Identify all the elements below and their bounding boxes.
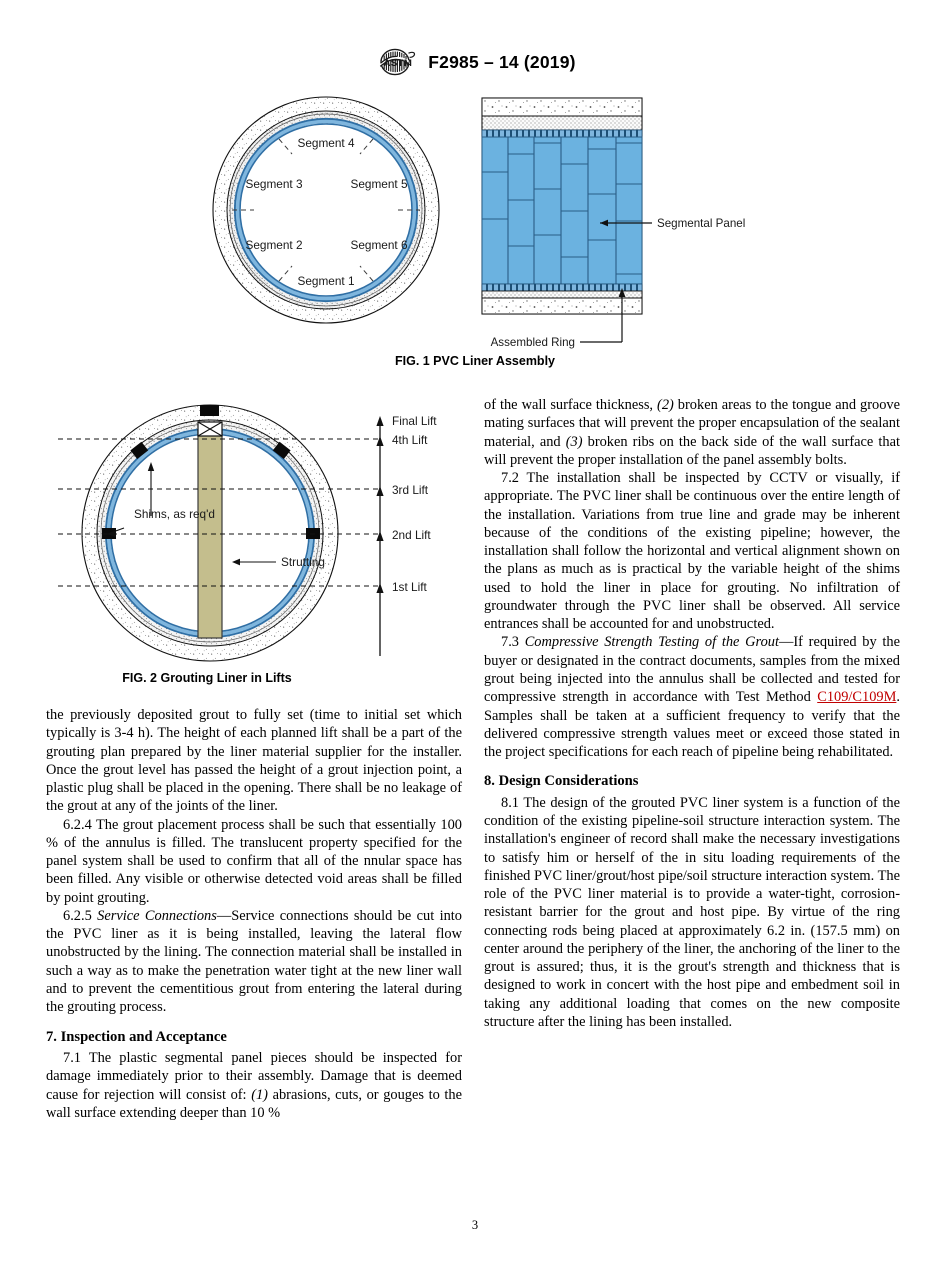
paragraph-7-3-number: 7.3 xyxy=(501,634,525,651)
segment-label-1: Segment 1 xyxy=(297,274,355,288)
lift-label-1st: 1st Lift xyxy=(392,580,427,594)
astm-logo-icon xyxy=(374,48,418,76)
lift-label-3rd: 3rd Lift xyxy=(392,483,429,497)
segment-label-5: Segment 5 xyxy=(350,177,408,191)
document-header xyxy=(0,48,950,76)
paragraph-6-2-5-body: —Service connections should be cut into the PVC liner as it is being installed, leaving the lateral flow unobstructed by the lining. The connection material shall be installed in such a way as to make the penetration water tight at the new liner wall and to prevent the cementitious grout from entering the lateral during the grouting process. xyxy=(46,907,462,1016)
paragraph-6-2-5-number: 6.2.5 xyxy=(63,907,98,924)
paragraph-7-2: 7.2 The installation shall be inspected by CCTV or visually, if appropriate. The PVC liner shall be continuous over the entire length of the installation. Variations from true line and grade may be inherent because of the conditions of the existing pipeline; however, the installation shall follow the horizontal and vertical alignment shown on the plans as much as is practical by the variable height of the shims used to hold the liner in place for grouting. No infiltration of groundwater through the PVC liner shall be observed. All service entrances shall be accounted for and unobstructed. xyxy=(484,470,900,633)
paragraph-7-1-part-a: 7.1 The plastic segmental panel pieces should be inspected for damage immediately prior to their assembly. Damage that is deemed cause for rejection will consist of: xyxy=(46,1050,462,1103)
paragraph-continued: the previously deposited grout to fully set (time to initial set which typically is 3-4 h). The height of each planned lift shall be a part of the grouting plan prepared by the liner material supplier for the installer. Once the grout level has passed the height of a grout injection point, a plastic plug shall be placed in the opening. There shall be no leakage of the grout at any of the joints of the liner. xyxy=(46,707,462,815)
segment-label-3: Segment 3 xyxy=(245,177,303,191)
segment-label-6: Segment 6 xyxy=(350,238,408,252)
segmental-panel-callout-label: Segmental Panel xyxy=(657,217,746,230)
shims-callout-label: Shims, as req'd xyxy=(134,507,215,521)
figure-1 xyxy=(0,92,950,370)
paragraph-7-1 xyxy=(46,1049,462,1122)
paragraph-7-3-title: Compressive Strength Testing of the Grout xyxy=(524,634,779,651)
figure-1-caption: FIG. 1 PVC Liner Assembly xyxy=(394,354,555,368)
standard-reference-link-c109[interactable]: C109/C109M xyxy=(817,689,897,706)
grouting-liner-in-lifts-diagram xyxy=(48,400,468,672)
lift-label-4th: 4th Lift xyxy=(392,433,428,447)
paragraph-7-3-part-a: —If required by the buyer or designated in the contract documents, samples from the mixed grout being injected into the annulus shall be collected and tested for compressive strength in accordance with Test Method xyxy=(484,634,900,706)
figure-2-caption: FIG. 2 Grouting Liner in Lifts xyxy=(122,671,292,685)
paragraph-7-1-item-2: (2) xyxy=(657,397,674,413)
lift-label-final: Final Lift xyxy=(392,414,437,428)
lift-label-2nd: 2nd Lift xyxy=(392,528,431,542)
svg-text:ASTM: ASTM xyxy=(383,58,413,70)
segment-label-2: Segment 2 xyxy=(245,238,303,252)
section-heading-7: 7. Inspection and Acceptance xyxy=(46,1028,227,1045)
left-text-column xyxy=(46,706,462,1122)
section-heading-8: 8. Design Considerations xyxy=(484,773,639,790)
strutting-callout-label: Strutting xyxy=(281,555,325,569)
segment-label-4: Segment 4 xyxy=(297,136,355,150)
paragraph-7-3 xyxy=(484,633,900,761)
assembled-ring-panel-elevation-diagram xyxy=(462,94,762,356)
paragraph-7-1-cont-part-b: broken areas to the tongue and groove mating surfaces that will prevent the proper encapsulation of the sealant material, and xyxy=(484,397,900,450)
paragraph-7-1-item-1: (1) xyxy=(251,1086,268,1103)
figure-2 xyxy=(48,400,468,672)
page-number: 3 xyxy=(471,1218,479,1232)
paragraph-7-3-part-b: . Samples shall be taken at a sufficient frequency to verify that the delivered compressive strength values meet or exceed those stated in the project specifications for each reach of pipeline being rehabilitated. xyxy=(484,689,900,761)
paragraph-7-1-part-b: abrasions, cuts, or gouges to the wall surface extending deeper than 10 % xyxy=(46,1086,462,1121)
paragraph-6-2-5-title: Service Connections xyxy=(97,907,217,924)
paragraph-6-2-5 xyxy=(46,907,462,1017)
paragraph-7-1-continued xyxy=(484,396,900,469)
paragraph-7-1-cont-part-a: of the wall surface thickness, xyxy=(484,397,658,413)
paragraph-7-1-item-3: (3) xyxy=(565,433,583,450)
right-text-column xyxy=(484,396,900,1031)
paragraph-6-2-4: 6.2.4 The grout placement process shall be such that essentially 100 % of the annulus is filled. The translucent property specified for the panel system shall be used to confirm that all of the nnular space has been filled. Any visible or otherwise detected void areas shall be filled by point grouting. xyxy=(46,816,462,906)
assembled-ring-callout-label: Assembled Ring xyxy=(490,336,575,349)
paragraph-8-1: 8.1 The design of the grouted PVC liner system is a function of the condition of the existing pipeline-soil structure interaction system. The installation's engineer of record shall make the necessary investigations to satisfy him or herself of the in situ loading requirements of the finished PVC liner/grout/host pipe/soil structure interaction system. The role of the PVC liner material is to provide a water-tight, corrosion-resistant barrier for the grout and host pipe. By virtue of the ring connecting rods being placed at approximately 6.2 in. (157.5 mm) on center around the periphery of the liner, the anchoring of the liner to the grout is assured; thus, it is the grout's strength and thickness that is designed to work in concert with the host pipe and embedment soil in taking any additional loading that comes on the new composite structure after the lining has been installed. xyxy=(484,794,900,1030)
pvc-liner-ring-cross-section-diagram xyxy=(196,92,456,342)
paragraph-7-1-cont-part-c: broken ribs on the back side of the wall surface that will prevent the proper installation of the panel assembly bolts. xyxy=(484,433,900,468)
document-designation: F2985 – 14 (2019) xyxy=(428,51,576,72)
